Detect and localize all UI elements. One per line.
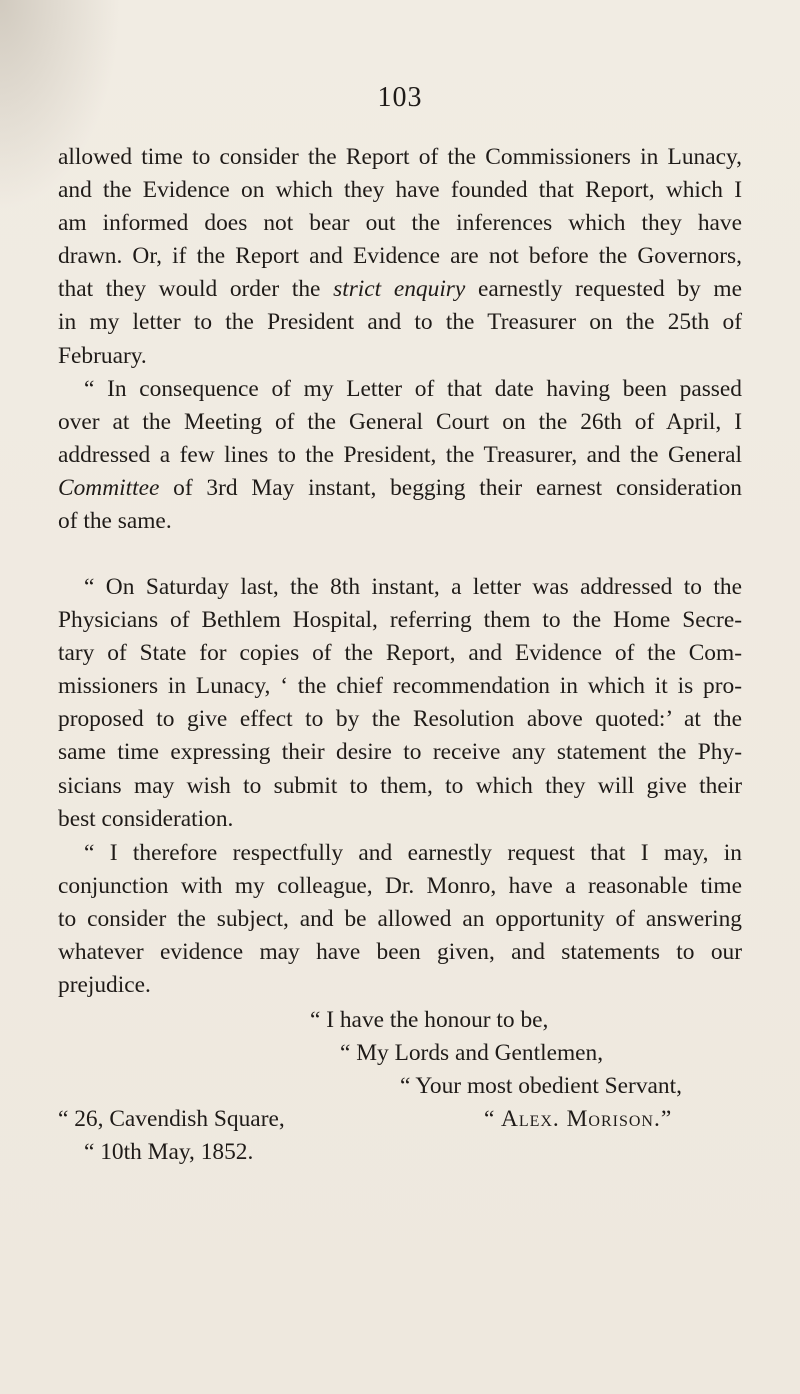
italic-phrase: strict enquiry <box>333 276 466 303</box>
text-line: sicians may wish to submit to them, to which they will give their <box>58 772 742 799</box>
text-line: and the Evidence on which they have founded that Report, which I <box>58 177 742 204</box>
text-line: conjunction with my colleague, Dr. Monro, have a reasonable time <box>58 873 742 900</box>
text-line: missioners in Lunacy, ‘ the chief recommendation in which it is pro- <box>58 673 742 700</box>
text-line: Physicians of Bethlem Hospital, referring them to the Home Secre- <box>58 607 742 634</box>
sender-address: “ 26, Cavendish Square, <box>58 1106 285 1132</box>
text-line: prejudice. <box>58 972 151 999</box>
page-number: 103 <box>377 82 423 113</box>
signature: “ Alex. Morison.” <box>484 1106 673 1132</box>
paragraph-3 <box>58 571 742 836</box>
paragraph-2 <box>58 373 742 538</box>
text-line: Committee of 3rd May instant, begging their earnest consideration <box>58 475 742 502</box>
text-line: proposed to give effect to by the Resolution above quoted:’ at the <box>58 706 742 733</box>
closing-line-3: “ Your most obedient Servant, <box>400 1073 682 1099</box>
text-line: whatever evidence may have been given, and statements to our <box>58 939 742 966</box>
italic-phrase: Committee <box>58 475 160 502</box>
closing-line-1: “ I have the honour to be, <box>310 1007 549 1033</box>
text-line: same time expressing their desire to receive any statement the Phy- <box>58 739 742 766</box>
paragraph-4 <box>58 837 742 1002</box>
letter-date: “ 10th May, 1852. <box>84 1139 254 1165</box>
text-line: allowed time to consider the Report of the Commissioners in Lunacy, <box>58 144 742 170</box>
closing-line-2: “ My Lords and Gentlemen, <box>340 1040 604 1066</box>
text-line: “ On Saturday last, the 8th instant, a letter was addressed to the <box>84 574 742 600</box>
text-line: addressed a few lines to the President, the Treasurer, and the General <box>58 442 742 469</box>
text-line: February. <box>58 342 147 369</box>
text-line: “ In consequence of my Letter of that date having been passed <box>84 376 742 402</box>
text-line: tary of State for copies of the Report, and Evidence of the Com- <box>58 640 742 667</box>
text-line: of the same. <box>58 508 172 535</box>
text-line: drawn. Or, if the Report and Evidence are not before the Governors, <box>58 243 742 270</box>
text-line: over at the Meeting of the General Court on the 26th of April, I <box>58 409 742 436</box>
text-line: in my letter to the President and to the Treasurer on the 25th of <box>58 309 742 336</box>
text-line: best consideration. <box>58 805 234 832</box>
text-line: “ I therefore respectfully and earnestly request that I may, in <box>84 840 742 866</box>
paragraph-1 <box>58 141 742 373</box>
text-line: to consider the subject, and be allowed an opportunity of answering <box>58 906 742 933</box>
text-line: am informed does not bear out the inferences which they have <box>58 210 742 237</box>
text-line: that they would order the strict enquiry earnestly requested by me <box>58 276 742 303</box>
